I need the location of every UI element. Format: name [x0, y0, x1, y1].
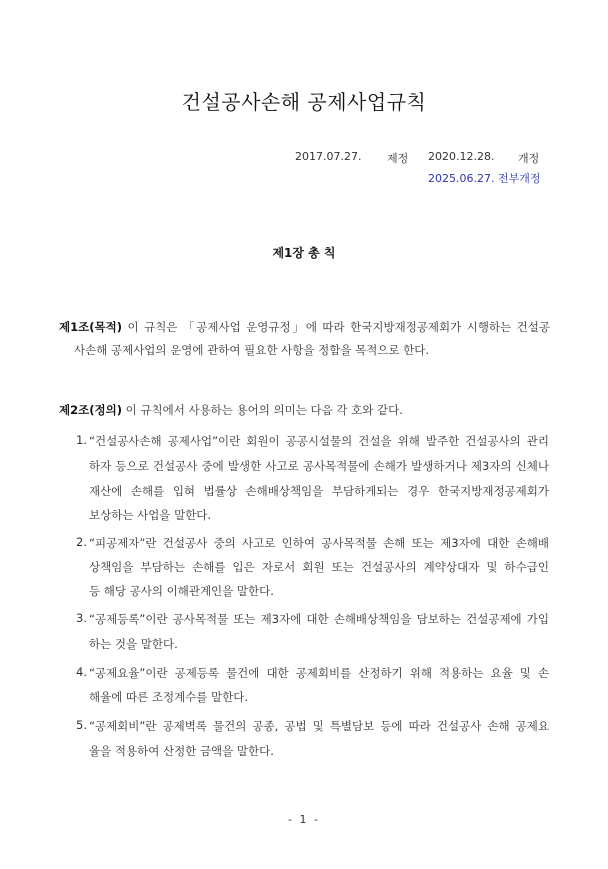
item-4-line-1: “공제요율”이란 공제등록 물건에 대한 공제회비를 산정하기 위해 적용하는 요율 및 손 [89, 666, 549, 680]
full-amend-date: 2025.06.27. 전부개정 [428, 172, 541, 185]
item-5-number: 5. [76, 718, 87, 732]
chapter-heading: 제1장 총 칙 [272, 246, 336, 260]
item-2-number: 2. [76, 535, 87, 549]
item-1-line-3: 재산에 손해를 입혀 법률상 손해배상책임을 부담하게되는 경우 한국지방재정공제회가 [89, 484, 549, 498]
article-1-line-1 [59, 319, 550, 335]
item-1-line-1: “건설공사손해 공제사업”이란 회원이 공공시설물의 건설을 위해 발주한 건설공사의 관리 [89, 434, 549, 448]
article-2-intro-line [59, 402, 403, 418]
item-2-line-1: “피공제자”란 건설공사 중의 사고로 인하여 공사목적물 손해 또는 제3자에 대한 손해배 [89, 536, 549, 550]
item-5-line-1: “공제회비”란 공제벽록 물건의 공종, 공법 및 특별담보 등에 따라 건설공사 손해 공제요 [89, 719, 549, 733]
item-2-line-2: 상책임을 부담하는 손해를 입은 자로서 회원 또는 건설공사의 계약상대자 및 하수급인 [89, 560, 549, 574]
article-1-text: 이 규칙은 「공제사업 운영규정」에 따라 한국지방재정공제회가 시행하는 건설공 [127, 320, 551, 334]
enact-label: 제정 [387, 152, 409, 165]
article-2-intro: 이 규칙에서 사용하는 용어의 의미는 다음 각 호와 같다. [125, 403, 403, 417]
page-number: - 1 - [288, 813, 320, 826]
article-1-line-2: 사손해 공제사업의 운영에 관하여 필요한 사항을 정함을 목적으로 한다. [74, 343, 430, 357]
item-1-line-2: 하자 등으로 건설공사 중에 발생한 사고로 공사목적물에 손해가 발생하거나 제3자의 신체나 [89, 459, 549, 473]
amend-date: 2020.12.28. [428, 150, 495, 163]
item-1-number: 1. [76, 433, 87, 447]
item-3-line-1: “공제등록”이란 공사목적물 또는 제3자에 대한 손해배상책임을 담보하는 건설공제에 가입 [89, 612, 549, 626]
document-title: 건설공사손해 공제사업규칙 [181, 90, 427, 114]
enact-date: 2017.07.27. [295, 150, 362, 163]
item-5-line-2: 율을 적용하여 산정한 금액을 말한다. [89, 744, 274, 758]
item-4-line-2: 해율에 따른 조정계수를 말한다. [89, 690, 249, 704]
amend-label: 개정 [518, 152, 540, 165]
item-3-number: 3. [76, 611, 87, 625]
article-2-heading: 제2조(정의) [59, 403, 122, 417]
article-1-heading: 제1조(목적) [59, 320, 122, 334]
item-2-line-3: 등 해당 공사의 이해관계인을 말한다. [89, 584, 274, 598]
item-3-line-2: 하는 것을 말한다. [89, 637, 178, 651]
item-4-number: 4. [76, 665, 87, 679]
item-1-line-4: 보상하는 사업을 말한다. [89, 508, 212, 522]
